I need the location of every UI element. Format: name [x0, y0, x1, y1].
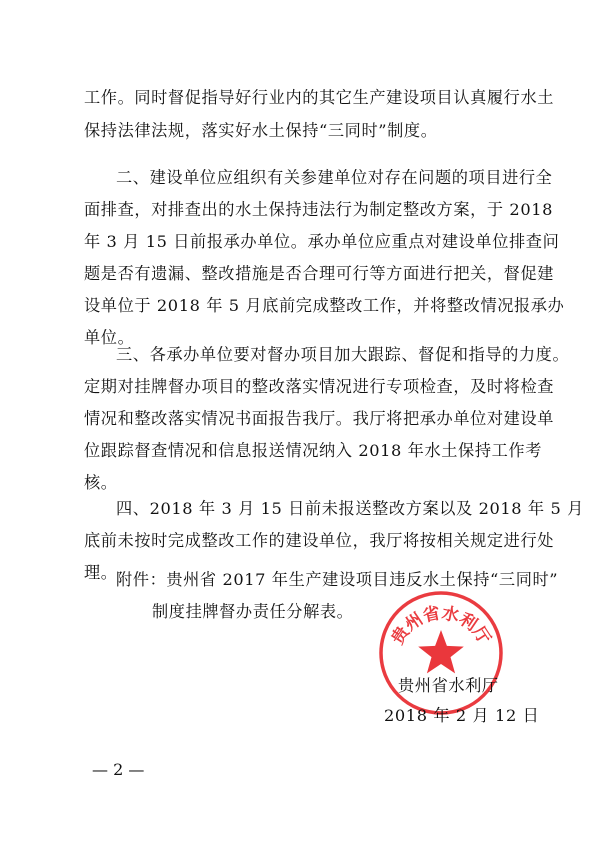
page-number: — 2 — — [92, 760, 145, 779]
signing-date: 2018 年 2 月 12 日 — [384, 706, 540, 725]
body-line: 理。 — [84, 563, 118, 582]
body-line: 年 3 月 15 日前报承办单位。承办单位应重点对建设单位排查问 — [84, 232, 560, 251]
body-line: 题是否有遗漏、整改措施是否合理可行等方面进行把关，督促建 — [84, 264, 555, 283]
signing-organization: 贵州省水利厅 — [398, 676, 499, 695]
body-line: 情况和整改落实情况书面报告我厅。我厅将把承办单位对建设单 — [84, 409, 555, 428]
body-line: 核。 — [84, 473, 118, 492]
body-line: 单位。 — [84, 328, 135, 347]
paragraph-3-line: 三、各承办单位要对督办项目加大跟踪、督促和指导的力度。 — [116, 345, 570, 364]
body-line: 位跟踪督查情况和信息报送情况纳入 2018 年水土保持工作考 — [84, 441, 542, 460]
body-line: 定期对挂牌督办项目的整改落实情况进行专项检查，及时将检查 — [84, 377, 555, 396]
body-line: 保持法律法规，落实好水土保持“三同时”制度。 — [84, 121, 438, 140]
official-seal — [376, 588, 506, 718]
paragraph-2-line: 二、建设单位应组织有关参建单位对存在问题的项目进行全 — [116, 168, 553, 187]
seal-text: 贵州省水利厅 — [387, 603, 495, 649]
attachment-line: 附件：贵州省 2017 年生产建设项目违反水土保持“三同时” — [116, 570, 559, 589]
body-line: 设单位于 2018 年 5 月底前完成整改工作，并将整改情况报承办 — [84, 296, 565, 315]
body-line: 底前未按时完成整改工作的建设单位，我厅将按相关规定进行处 — [84, 531, 555, 550]
body-line: 面排查，对排查出的水土保持违法行为制定整改方案，于 2018 — [84, 200, 554, 219]
attachment-line-continued: 制度挂牌督办责任分解表。 — [152, 602, 354, 621]
seal-star-icon — [418, 630, 464, 673]
body-line: 工作。同时督促指导好行业内的其它生产建设项目认真履行水土 — [84, 88, 555, 107]
paragraph-4-line: 四、2018 年 3 月 15 日前未报送整改方案以及 2018 年 5 月 — [116, 499, 584, 518]
